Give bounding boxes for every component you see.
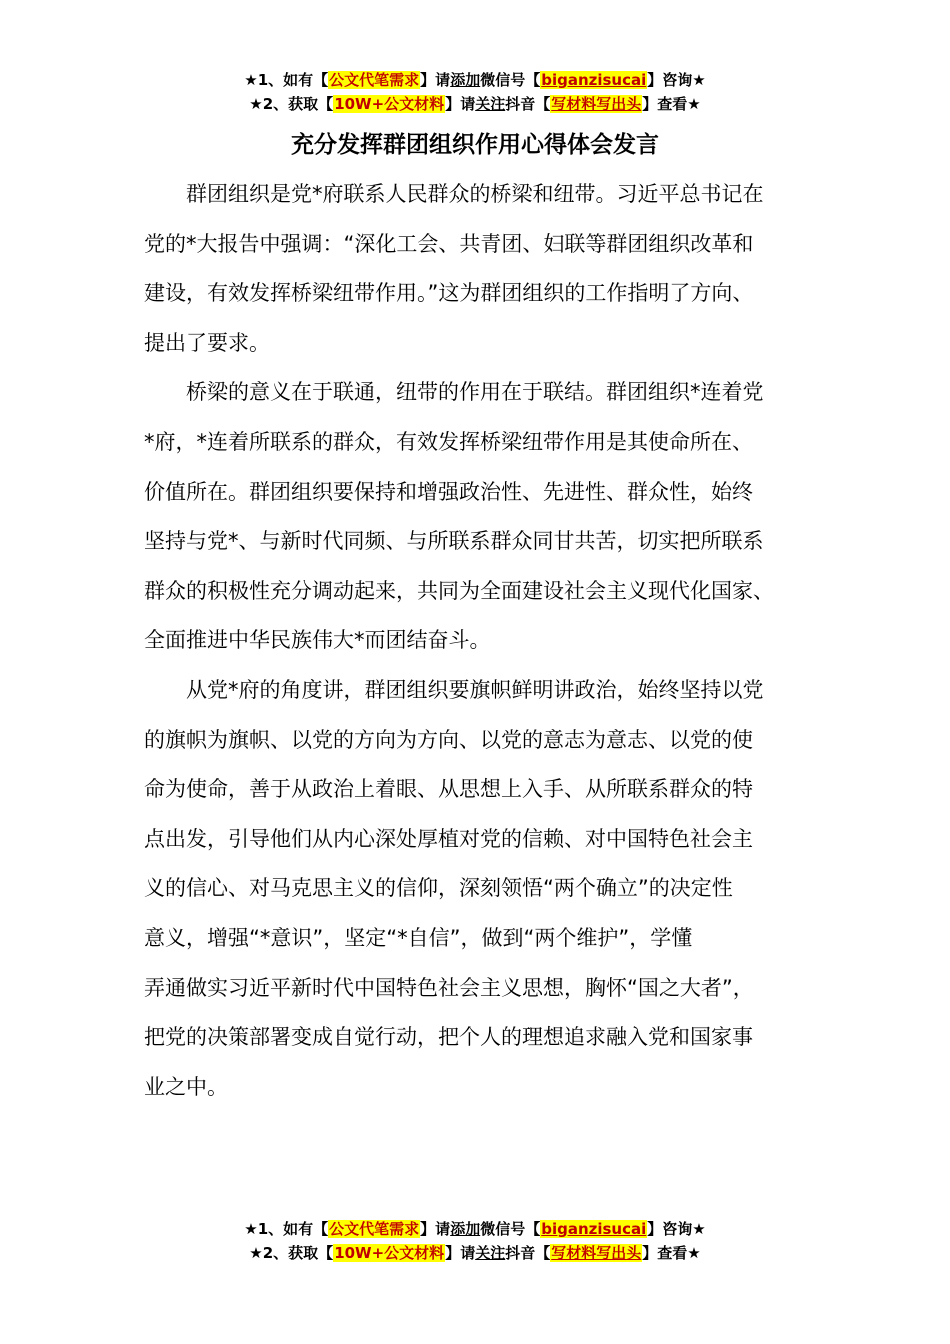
promo-text: ★2、获取【 xyxy=(249,1244,334,1262)
body-line: 意义，增强“*意识”，坚定“*自信”，做到“两个维护”，学懂 xyxy=(144,925,693,950)
body-line: 点出发，引导他们从内心深处厚植对党的信赖、对中国特色社会主 xyxy=(144,826,753,851)
promo-douyin-id: 写材料写出头 xyxy=(551,95,642,113)
promo-header xyxy=(0,68,950,116)
promo-text: 抖音【 xyxy=(505,1244,551,1262)
promo-text: ★1、如有【 xyxy=(244,71,329,89)
body-line: 群众的积极性充分调动起来，共同为全面建设社会主义现代化国家、 xyxy=(144,578,774,603)
promo-text: 抖音【 xyxy=(505,95,551,113)
promo-wechat-id: biganzisucai xyxy=(541,71,647,89)
promo-line-2 xyxy=(0,92,950,116)
promo-text: 】查看★ xyxy=(642,1244,701,1262)
body-line: 业之中。 xyxy=(144,1074,228,1099)
body-line: 建设，有效发挥桥梁纽带作用。”这为群团组织的工作指明了方向、 xyxy=(144,281,754,306)
promo-line-1 xyxy=(0,68,950,92)
promo-text: 】请 xyxy=(445,95,476,113)
promo-highlight: 公文代笔需求 xyxy=(329,1220,420,1238)
promo-text: 】请 xyxy=(445,1244,476,1262)
promo-underlined-text: 关注 xyxy=(475,95,506,113)
body-line: 全面推进中华民族伟大*而团结奋斗。 xyxy=(144,628,491,653)
body-line: 桥梁的意义在于联通，纽带的作用在于联结。群团组织*连着党 xyxy=(144,380,764,405)
promo-text: 微信号【 xyxy=(480,71,541,89)
promo-highlight: 公文代笔需求 xyxy=(329,71,420,89)
promo-text: 】请 xyxy=(420,71,451,89)
promo-underlined-text: 添加 xyxy=(450,71,481,89)
body-line: 价值所在。群团组织要保持和增强政治性、先进性、群众性，始终 xyxy=(144,479,753,504)
body-line: 提出了要求。 xyxy=(144,330,270,355)
promo-text: 】咨询★ xyxy=(647,71,706,89)
promo-text: 】查看★ xyxy=(642,95,701,113)
promo-line-2 xyxy=(0,1241,950,1265)
promo-line-1 xyxy=(0,1217,950,1241)
promo-text: 】咨询★ xyxy=(647,1220,706,1238)
promo-underlined-text: 关注 xyxy=(475,1244,506,1262)
body-line: 党的*大报告中强调：“深化工会、共青团、妇联等群团组织改革和 xyxy=(144,231,754,256)
body-line: 把党的决策部署变成自觉行动，把个人的理想追求融入党和国家事 xyxy=(144,1025,753,1050)
promo-douyin-id: 写材料写出头 xyxy=(551,1244,642,1262)
document-body xyxy=(144,170,824,1112)
body-line: 义的信心、对马克思主义的信仰，深刻领悟“两个确立”的决定性 xyxy=(144,876,733,901)
promo-underlined-text: 添加 xyxy=(450,1220,481,1238)
body-line: *府，*连着所联系的群众，有效发挥桥梁纽带作用是其使命所在、 xyxy=(144,429,753,454)
body-line: 弄通做实习近平新时代中国特色社会主义思想，胸怀“国之大者”， xyxy=(144,975,754,1000)
body-line: 的旗帜为旗帜、以党的方向为方向、以党的意志为意志、以党的使 xyxy=(144,727,753,752)
promo-text: ★1、如有【 xyxy=(244,1220,329,1238)
promo-text: 】请 xyxy=(420,1220,451,1238)
promo-highlight: 10W+公文材料 xyxy=(334,1244,445,1262)
body-line: 从党*府的角度讲，群团组织要旗帜鲜明讲政治，始终坚持以党 xyxy=(144,677,764,702)
promo-footer xyxy=(0,1217,950,1265)
body-line: 坚持与党*、与新时代同频、与所联系群众同甘共苦，切实把所联系 xyxy=(144,529,764,554)
promo-highlight: 10W+公文材料 xyxy=(334,95,445,113)
promo-wechat-id: biganzisucai xyxy=(541,1220,647,1238)
body-line: 命为使命，善于从政治上着眼、从思想上入手、从所联系群众的特 xyxy=(144,777,753,802)
body-line: 群团组织是党*府联系人民群众的桥梁和纽带。习近平总书记在 xyxy=(144,182,764,206)
promo-text: 微信号【 xyxy=(480,1220,541,1238)
promo-text: ★2、获取【 xyxy=(249,95,334,113)
document-title: 充分发挥群团组织作用心得体会发言 xyxy=(291,132,659,158)
